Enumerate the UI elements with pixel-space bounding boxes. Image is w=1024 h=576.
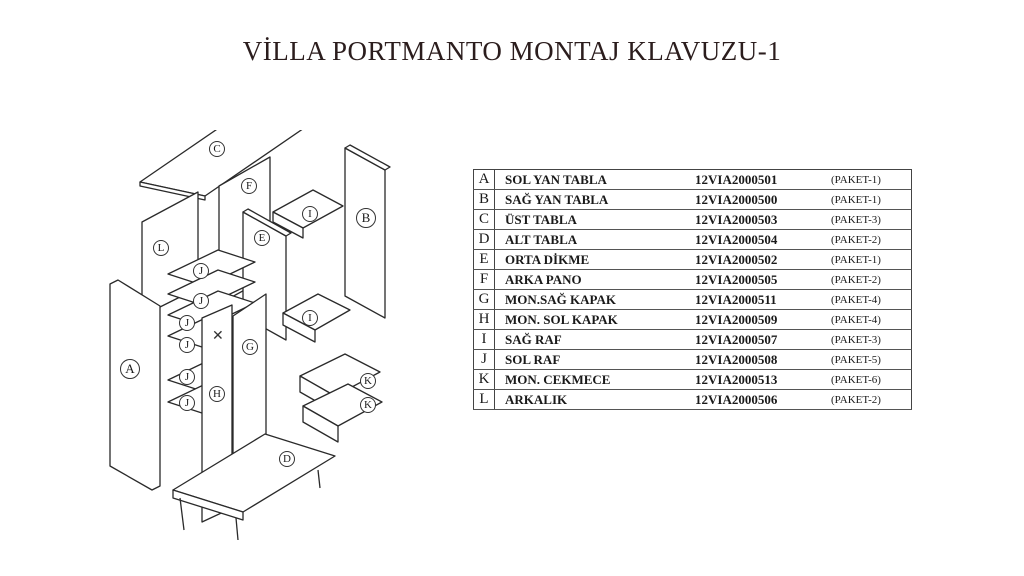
- label-j-1: J: [193, 263, 209, 279]
- part-code: D: [474, 230, 495, 250]
- table-row: [474, 350, 912, 370]
- part-code: E: [474, 250, 495, 270]
- label-g: G: [242, 339, 258, 355]
- label-a: A: [120, 359, 140, 379]
- table-row: [474, 390, 912, 410]
- part-package: (PAKET-2): [829, 230, 912, 250]
- part-number: 12VIA2000503: [693, 210, 829, 230]
- label-i-lower: I: [302, 310, 318, 326]
- part-package: (PAKET-4): [829, 310, 912, 330]
- part-name: MON. SOL KAPAK: [495, 310, 694, 330]
- label-k-1: K: [360, 373, 376, 389]
- table-row: [474, 210, 912, 230]
- part-number: 12VIA2000501: [693, 170, 829, 190]
- label-j-5: J: [179, 369, 195, 385]
- part-package: (PAKET-1): [829, 190, 912, 210]
- page-title: VİLLA PORTMANTO MONTAJ KLAVUZU-1: [242, 36, 782, 66]
- part-name: SOL RAF: [495, 350, 694, 370]
- part-code: A: [474, 170, 495, 190]
- label-j-4: J: [179, 337, 195, 353]
- part-package: (PAKET-6): [829, 370, 912, 390]
- label-j-3: J: [179, 315, 195, 331]
- part-package: (PAKET-5): [829, 350, 912, 370]
- part-name: ARKALIK: [495, 390, 694, 410]
- label-i-upper: I: [302, 206, 318, 222]
- part-package: (PAKET-2): [829, 390, 912, 410]
- label-h: H: [209, 386, 225, 402]
- label-b: B: [356, 208, 376, 228]
- label-l: L: [153, 240, 169, 256]
- part-package: (PAKET-3): [829, 210, 912, 230]
- table-row: [474, 330, 912, 350]
- part-code: F: [474, 270, 495, 290]
- part-code: J: [474, 350, 495, 370]
- part-number: 12VIA2000506: [693, 390, 829, 410]
- part-package: (PAKET-2): [829, 270, 912, 290]
- part-package: (PAKET-3): [829, 330, 912, 350]
- exploded-assembly-diagram: [100, 130, 420, 550]
- label-j-6: J: [179, 395, 195, 411]
- part-name: ARKA PANO: [495, 270, 694, 290]
- part-name: MON. CEKMECE: [495, 370, 694, 390]
- part-name: SOL YAN TABLA: [495, 170, 694, 190]
- table-row: [474, 370, 912, 390]
- part-code: L: [474, 390, 495, 410]
- label-j-2: J: [193, 293, 209, 309]
- table-row: [474, 270, 912, 290]
- part-code: G: [474, 290, 495, 310]
- part-name: SAĞ RAF: [495, 330, 694, 350]
- table-row: [474, 190, 912, 210]
- table-row: [474, 230, 912, 250]
- part-number: 12VIA2000504: [693, 230, 829, 250]
- part-name: SAĞ YAN TABLA: [495, 190, 694, 210]
- part-code: I: [474, 330, 495, 350]
- label-e: E: [254, 230, 270, 246]
- table-row: [474, 170, 912, 190]
- part-number: 12VIA2000500: [693, 190, 829, 210]
- part-b-right-side: [345, 148, 385, 318]
- part-a-left-side: [110, 280, 160, 490]
- table-row: [474, 250, 912, 270]
- label-f: F: [241, 178, 257, 194]
- part-name: ORTA DİKME: [495, 250, 694, 270]
- part-number: 12VIA2000508: [693, 350, 829, 370]
- part-code: B: [474, 190, 495, 210]
- part-number: 12VIA2000513: [693, 370, 829, 390]
- label-d: D: [279, 451, 295, 467]
- part-package: (PAKET-1): [829, 250, 912, 270]
- part-code: H: [474, 310, 495, 330]
- label-k-2: K: [360, 397, 376, 413]
- part-number: 12VIA2000509: [693, 310, 829, 330]
- part-name: ALT TABLA: [495, 230, 694, 250]
- part-code: K: [474, 370, 495, 390]
- part-number: 12VIA2000507: [693, 330, 829, 350]
- table-row: [474, 310, 912, 330]
- part-number: 12VIA2000511: [693, 290, 829, 310]
- part-code: C: [474, 210, 495, 230]
- part-name: MON.SAĞ KAPAK: [495, 290, 694, 310]
- part-number: 12VIA2000502: [693, 250, 829, 270]
- part-package: (PAKET-4): [829, 290, 912, 310]
- parts-list-table: [473, 169, 912, 410]
- table-row: [474, 290, 912, 310]
- part-package: (PAKET-1): [829, 170, 912, 190]
- svg-text:✕: ✕: [212, 329, 224, 344]
- part-number: 12VIA2000505: [693, 270, 829, 290]
- label-c: C: [209, 141, 225, 157]
- part-name: ÜST TABLA: [495, 210, 694, 230]
